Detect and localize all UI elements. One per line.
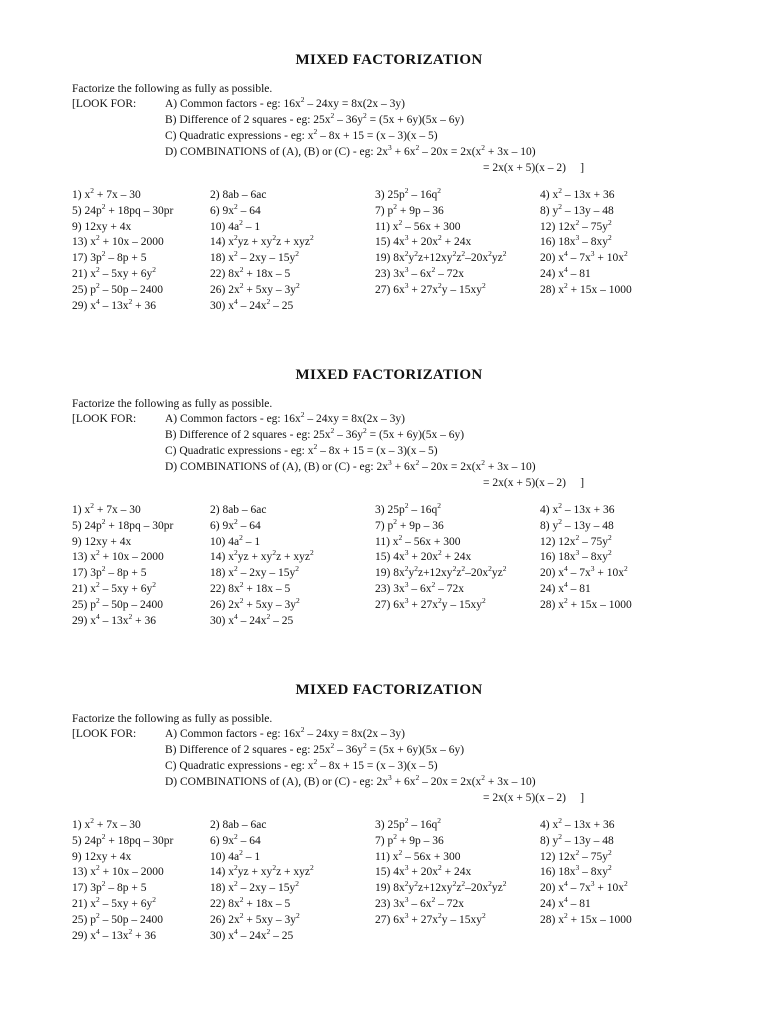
question-item: 16) $18x^3 - 8xy^2$	[540, 863, 612, 879]
hint-line: A) Common factors - eg: $16x^2 - 24xy = 8x(2x - 3y)$	[165, 410, 405, 425]
question-item: 26) $2x^2 + 5xy - 3y^2$	[210, 910, 300, 926]
hint-line: C) Quadratic expressions - eg: $x^2 - 8x + 15 = (x - 3)(x - 5)$	[165, 127, 438, 142]
question-item: 25) $p^2 - 50p - 2400$	[72, 595, 163, 611]
question-item: 18) $x^2 - 2xy - 15y^2$	[210, 879, 299, 895]
question-item: 11) $x^2 - 56x + 300$	[375, 532, 461, 548]
question-item: 9) 12xy + 4x	[72, 850, 132, 863]
question-item: 14) $x^2yz + xy^2z + xyz^2$	[210, 548, 314, 564]
question-item: 5) $24p^2 + 18pq - 30pr$	[72, 516, 174, 532]
question-item: 7) $p^2 + 9p - 36$	[375, 831, 444, 847]
question-item: 6) $9x^2 - 64$	[210, 201, 261, 217]
question-item: 14) $x^2yz + xy^2z + xyz^2$	[210, 863, 314, 879]
question-item: 26) $2x^2 + 5xy - 3y^2$	[210, 280, 300, 296]
hint-line: B) Difference of 2 squares - eg: $25x^2 - 36y^2 = (5x + 6y)(5x - 6y)$	[165, 426, 465, 441]
question-item: 28) $x^2 + 15x - 1000$	[540, 280, 632, 296]
question-item: 20) $x^4 - 7x^3 + 10x^2$	[540, 249, 628, 265]
question-item: 30) $x^4 - 24x^2 - 25$	[210, 926, 294, 942]
question-item: 25) $p^2 - 50p - 2400$	[72, 910, 163, 926]
question-item: 24) $x^4 - 81$	[540, 895, 591, 910]
question-item: 13) $x^2 + 10x - 2000$	[72, 233, 164, 249]
question-item: 13) $x^2 + 10x - 2000$	[72, 548, 164, 564]
question-item: 8) $y^2 - 13y - 48$	[540, 201, 614, 217]
question-item: 19) $8x^2y^2z+12xy^2z^2-20x^2yz^2$	[375, 249, 507, 265]
question-item: 10) $4a^2 - 1$	[210, 217, 261, 233]
question-item: 4) $x^2 - 13x + 36$	[540, 186, 615, 201]
question-item: 16) $18x^3 - 8xy^2$	[540, 548, 612, 564]
question-item: 25) $p^2 - 50p - 2400$	[72, 280, 163, 296]
question-item: 9) 12xy + 4x	[72, 535, 132, 548]
question-item: 28) $x^2 + 15x - 1000$	[540, 595, 632, 611]
question-item: 23) $3x^3 - 6x^2 - 72x$	[375, 265, 464, 280]
question-item: 9) 12xy + 4x	[72, 220, 132, 233]
hint-line: C) Quadratic expressions - eg: $x^2 - 8x + 15 = (x - 3)(x - 5)$	[165, 757, 438, 772]
question-item: 17) $3p^2 - 8p + 5$	[72, 564, 147, 580]
question-item: 4) $x^2 - 13x + 36$	[540, 816, 615, 831]
question-item: 11) $x^2 - 56x + 300$	[375, 847, 461, 863]
question-item: 27) $6x^3 + 27x^2y - 15xy^2$	[375, 595, 486, 611]
hint-line: D) COMBINATIONS of (A), (B) or (C) - eg: $2x^3 + 6x^2 - 20x = 2x(x^2 + 3x - 10)$	[165, 458, 536, 473]
look-for-label: [LOOK FOR:	[72, 728, 137, 740]
question-item: 3) $25p^2 - 16q^2$	[375, 186, 441, 201]
question-item: 17) $3p^2 - 8p + 5$	[72, 249, 147, 265]
question-item: 1) $x^2 + 7x - 30$	[72, 186, 141, 201]
question-item: 29) $x^4 - 13x^2 + 36$	[72, 926, 156, 942]
hint-line: = 2x(x + 5)(x – 2) ]	[483, 162, 585, 174]
question-item: 26) $2x^2 + 5xy - 3y^2$	[210, 595, 300, 611]
question-item: 1) $x^2 + 7x - 30$	[72, 501, 141, 516]
question-item: 3) $25p^2 - 16q^2$	[375, 501, 441, 516]
question-item: 14) $x^2yz + xy^2z + xyz^2$	[210, 233, 314, 249]
question-item: 20) $x^4 - 7x^3 + 10x^2$	[540, 879, 628, 895]
question-item: 29) $x^4 - 13x^2 + 36$	[72, 611, 156, 627]
look-for-label: [LOOK FOR:	[72, 98, 137, 110]
worksheet-section	[0, 52, 768, 362]
question-item: 3) $25p^2 - 16q^2$	[375, 816, 441, 831]
hint-line: A) Common factors - eg: $16x^2 - 24xy = 8x(2x - 3y)$	[165, 95, 405, 110]
question-item: 29) $x^4 - 13x^2 + 36$	[72, 296, 156, 312]
question-item: 28) $x^2 + 15x - 1000$	[540, 910, 632, 926]
question-item: 6) $9x^2 - 64$	[210, 831, 261, 847]
question-item: 27) $6x^3 + 27x^2y - 15xy^2$	[375, 280, 486, 296]
question-item: 19) $8x^2y^2z+12xy^2z^2-20x^2yz^2$	[375, 564, 507, 580]
question-item: 24) $x^4 - 81$	[540, 265, 591, 280]
hint-line: = 2x(x + 5)(x – 2) ]	[483, 792, 585, 804]
hint-line: D) COMBINATIONS of (A), (B) or (C) - eg: $2x^3 + 6x^2 - 20x = 2x(x^2 + 3x - 10)$	[165, 773, 536, 788]
question-item: 5) $24p^2 + 18pq - 30pr$	[72, 201, 174, 217]
hint-line: B) Difference of 2 squares - eg: $25x^2 - 36y^2 = (5x + 6y)(5x - 6y)$	[165, 741, 465, 756]
question-item: 12) $12x^2 - 75y^2$	[540, 217, 612, 233]
hint-line: D) COMBINATIONS of (A), (B) or (C) - eg: $2x^3 + 6x^2 - 20x = 2x(x^2 + 3x - 10)$	[165, 143, 536, 158]
question-item: 4) $x^2 - 13x + 36$	[540, 501, 615, 516]
instructions-text: Factorize the following as fully as possible.	[72, 398, 273, 410]
question-item: 12) $12x^2 - 75y^2$	[540, 532, 612, 548]
worksheet-title: MIXED FACTORIZATION	[295, 682, 483, 698]
question-item: 21) $x^2 - 5xy + 6y^2$	[72, 895, 156, 910]
question-item: 16) $18x^3 - 8xy^2$	[540, 233, 612, 249]
question-item: 18) $x^2 - 2xy - 15y^2$	[210, 249, 299, 265]
hint-line: B) Difference of 2 squares - eg: $25x^2 - 36y^2 = (5x + 6y)(5x - 6y)$	[165, 111, 465, 126]
question-item: 30) $x^4 - 24x^2 - 25$	[210, 611, 294, 627]
question-item: 18) $x^2 - 2xy - 15y^2$	[210, 564, 299, 580]
question-item: 10) $4a^2 - 1$	[210, 532, 261, 548]
question-item: 19) $8x^2y^2z+12xy^2z^2-20x^2yz^2$	[375, 879, 507, 895]
question-item: 27) $6x^3 + 27x^2y - 15xy^2$	[375, 910, 486, 926]
question-item: 7) $p^2 + 9p - 36$	[375, 201, 444, 217]
worksheet-title: MIXED FACTORIZATION	[295, 52, 483, 68]
question-item: 2) 8ab – 6ac	[210, 504, 267, 516]
question-item: 2) 8ab – 6ac	[210, 819, 267, 831]
question-item: 20) $x^4 - 7x^3 + 10x^2$	[540, 564, 628, 580]
question-item: 15) $4x^3 + 20x^2 + 24x$	[375, 233, 472, 249]
instructions-text: Factorize the following as fully as possible.	[72, 713, 273, 725]
question-item: 17) $3p^2 - 8p + 5$	[72, 879, 147, 895]
question-item: 30) $x^4 - 24x^2 - 25$	[210, 296, 294, 312]
question-item: 6) $9x^2 - 64$	[210, 516, 261, 532]
question-item: 24) $x^4 - 81$	[540, 580, 591, 595]
question-item: 11) $x^2 - 56x + 300$	[375, 217, 461, 233]
question-item: 8) $y^2 - 13y - 48$	[540, 831, 614, 847]
worksheet-section	[0, 682, 768, 992]
question-item: 10) $4a^2 - 1$	[210, 847, 261, 863]
worksheet-section	[0, 367, 768, 677]
question-item: 21) $x^2 - 5xy + 6y^2$	[72, 580, 156, 595]
question-item: 22) $8x^2 + 18x - 5$	[210, 265, 291, 280]
question-item: 8) $y^2 - 13y - 48$	[540, 516, 614, 532]
question-item: 15) $4x^3 + 20x^2 + 24x$	[375, 548, 472, 564]
question-item: 22) $8x^2 + 18x - 5$	[210, 895, 291, 910]
instructions-text: Factorize the following as fully as possible.	[72, 83, 273, 95]
hint-line: C) Quadratic expressions - eg: $x^2 - 8x + 15 = (x - 3)(x - 5)$	[165, 442, 438, 457]
hint-line: A) Common factors - eg: $16x^2 - 24xy = 8x(2x - 3y)$	[165, 725, 405, 740]
question-item: 23) $3x^3 - 6x^2 - 72x$	[375, 580, 464, 595]
question-item: 1) $x^2 + 7x - 30$	[72, 816, 141, 831]
question-item: 15) $4x^3 + 20x^2 + 24x$	[375, 863, 472, 879]
question-item: 7) $p^2 + 9p - 36$	[375, 516, 444, 532]
question-item: 22) $8x^2 + 18x - 5$	[210, 580, 291, 595]
question-item: 23) $3x^3 - 6x^2 - 72x$	[375, 895, 464, 910]
question-item: 13) $x^2 + 10x - 2000$	[72, 863, 164, 879]
question-item: 5) $24p^2 + 18pq - 30pr$	[72, 831, 174, 847]
hint-line: = 2x(x + 5)(x – 2) ]	[483, 477, 585, 489]
question-item: 21) $x^2 - 5xy + 6y^2$	[72, 265, 156, 280]
question-item: 2) 8ab – 6ac	[210, 189, 267, 201]
look-for-label: [LOOK FOR:	[72, 413, 137, 425]
worksheet-title: MIXED FACTORIZATION	[295, 367, 483, 383]
question-item: 12) $12x^2 - 75y^2$	[540, 847, 612, 863]
